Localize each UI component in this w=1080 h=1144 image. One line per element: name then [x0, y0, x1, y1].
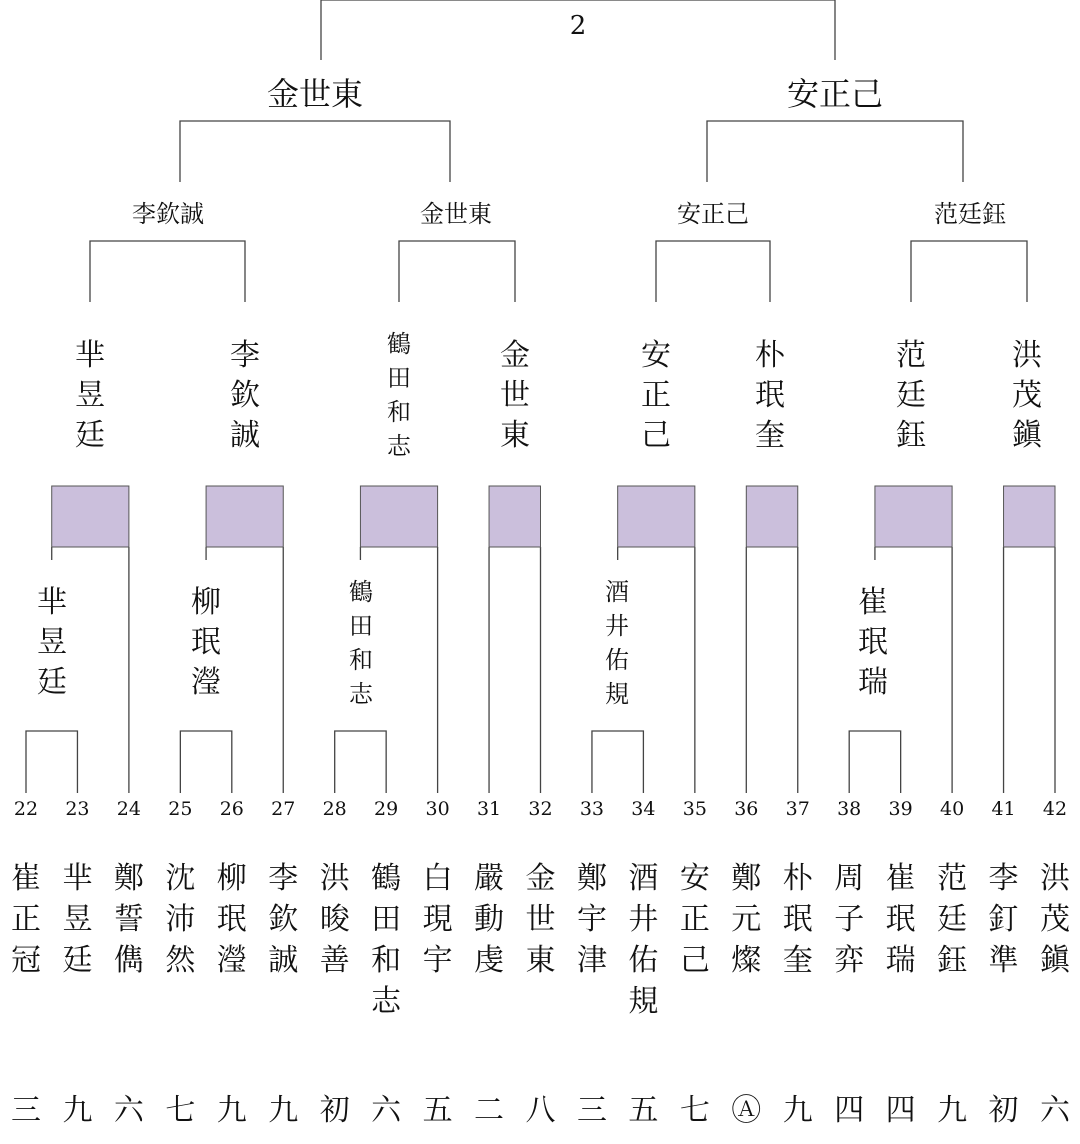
round2-winner-4-char: 佑: [605, 646, 629, 674]
player-name-char: 誓: [113, 902, 144, 937]
player-name: [11, 861, 41, 978]
seed-number: 27: [271, 798, 296, 820]
round2-winner-5-char: 珉: [858, 625, 888, 660]
seed-number: 24: [116, 798, 141, 820]
first-round-bracket: [335, 731, 386, 793]
round2-box: [875, 486, 952, 547]
player-name-char: 廷: [62, 943, 93, 978]
player-rank: 六: [1040, 1093, 1070, 1128]
player-name-char: 鄭: [731, 861, 762, 896]
player-name-char: 志: [371, 984, 402, 1019]
player-name-char: 范: [937, 861, 968, 896]
round2-box: [52, 486, 129, 547]
player-name: [628, 861, 658, 1019]
player-name-char: 虔: [474, 943, 505, 978]
round3-player-7: [896, 338, 926, 453]
round3-player-3-char: 志: [387, 432, 411, 460]
player-rank: 九: [216, 1093, 247, 1128]
round2-winner-1-char: 昱: [37, 625, 67, 660]
round3-player-5-char: 安: [641, 338, 671, 373]
round3-player-8-char: 茂: [1012, 378, 1042, 413]
player-rank: 六: [113, 1093, 144, 1128]
round3-player-4-char: 世: [500, 378, 530, 413]
player-name-char: 現: [422, 902, 453, 937]
round2-winner-3-char: 志: [349, 680, 373, 708]
player-name-char: 瑞: [885, 943, 916, 978]
quarter-winner-4: 范廷鈺: [934, 200, 1006, 228]
round3-player-1-char: 廷: [75, 418, 105, 453]
round2-box: [360, 486, 437, 547]
player-name-char: 善: [319, 943, 350, 978]
seed-number: 33: [579, 798, 605, 820]
player-name-char: 津: [576, 943, 607, 978]
round3-player-3-char: 和: [387, 398, 411, 426]
seed-number: 35: [682, 798, 707, 820]
player-name-char: 子: [834, 902, 865, 937]
player-name: [577, 861, 607, 978]
round3-player-8-char: 洪: [1012, 338, 1042, 373]
player-name-char: 酒: [628, 861, 659, 896]
round3-player-1-char: 昱: [75, 378, 105, 413]
player-name: [474, 861, 504, 978]
first-round-bracket: [849, 731, 900, 793]
player-name-char: 燦: [731, 943, 762, 978]
player-rank: 二: [474, 1093, 505, 1128]
player-name-char: 釘: [988, 902, 1019, 937]
seed-number: 32: [528, 798, 553, 820]
player-name-char: 瀅: [216, 943, 247, 978]
round3-player-8: [1012, 338, 1044, 453]
player-rank: 八: [525, 1093, 556, 1128]
player-name-char: 周: [834, 861, 865, 896]
player-name-char: 茂: [1040, 902, 1070, 937]
player-name-char: 昱: [62, 902, 93, 937]
player-name-char: 柳: [216, 861, 247, 896]
round2-winner-5-char: 瑞: [858, 665, 888, 700]
quarter-winner-1: 李欽誠: [132, 200, 204, 228]
seed-number: 34: [631, 798, 656, 820]
player-name: [680, 861, 710, 978]
player-name: [834, 861, 864, 978]
player-name-char: 珉: [216, 902, 247, 937]
quarter-winner-3: 安正己: [677, 200, 749, 228]
player-name: [114, 861, 144, 978]
round3-player-6-char: 朴: [755, 338, 785, 373]
player-name: [1040, 861, 1072, 978]
player-name-char: 鈺: [937, 943, 968, 978]
round3-player-7-char: 廷: [896, 378, 926, 413]
quarter-bracket-2: [399, 241, 515, 302]
round2-winner-4: [605, 578, 629, 708]
player-name-char: 嚴: [474, 861, 505, 896]
player-rank: 六: [371, 1093, 402, 1128]
round2-winner-4-char: 井: [605, 612, 629, 640]
round2-box: [206, 486, 283, 547]
player-name-char: 沈: [165, 861, 196, 896]
player-name-char: 宇: [576, 902, 607, 937]
player-rank: 七: [165, 1093, 196, 1128]
round3-player-3-char: 田: [387, 364, 411, 392]
seed-number: 23: [65, 798, 90, 820]
player-name: [165, 861, 196, 978]
player-name: [217, 861, 247, 978]
round3-player-5: [641, 338, 671, 453]
player-name-char: 廷: [937, 902, 968, 937]
player-name: [423, 861, 453, 978]
player-name-char: 正: [679, 902, 710, 937]
round3-player-1-char: 芈: [75, 338, 105, 373]
round2-winner-3: [349, 578, 374, 708]
player-name-char: 然: [165, 943, 196, 978]
player-name-char: 儁: [113, 943, 144, 978]
round3-player-2-char: 欽: [230, 378, 260, 413]
player-name-char: 鶴: [371, 861, 402, 896]
round3-player-3: [387, 330, 412, 460]
round2-winner-1: [37, 585, 67, 700]
player-name-char: 芈: [62, 861, 93, 896]
round2-winner-2-char: 瀅: [191, 665, 221, 700]
first-round-bracket: [26, 731, 77, 793]
player-rank: 九: [782, 1093, 813, 1128]
seed-number: 29: [374, 798, 399, 820]
player-name-char: 己: [679, 943, 710, 978]
player-rank: Ⓐ: [731, 1093, 762, 1128]
round3-player-4: [500, 338, 530, 453]
round3-player-7-char: 范: [896, 338, 926, 373]
player-name-char: 洪: [1040, 861, 1070, 896]
round2-winner-3-char: 鶴: [349, 578, 373, 606]
player-name-char: 珉: [885, 902, 916, 937]
seed-number: 26: [219, 798, 244, 820]
round2-winner-3-char: 和: [349, 646, 373, 674]
player-rank: 三: [576, 1093, 607, 1128]
player-name-char: 鄭: [113, 861, 144, 896]
player-rank: 五: [628, 1093, 659, 1128]
player-name-char: 李: [268, 861, 299, 896]
round3-player-2-char: 誠: [230, 418, 260, 453]
seed-number: 25: [168, 798, 193, 820]
seed-number: 38: [837, 798, 862, 820]
seed-numbers: [14, 798, 1067, 820]
player-name-char: 安: [679, 861, 710, 896]
semifinal-winner-right: 安正己: [786, 75, 884, 113]
player-name-char: 佑: [628, 943, 659, 978]
player-rank: 四: [885, 1093, 916, 1128]
player-name-char: 鄭: [576, 861, 607, 896]
seed-number: 31: [476, 798, 502, 820]
player-name: [989, 861, 1019, 978]
player-name: [886, 861, 916, 978]
player-name-char: 冠: [11, 943, 41, 978]
round2-winner-4-char: 酒: [605, 578, 629, 606]
round3-player-6-char: 奎: [755, 418, 785, 453]
bracket-boxes: [52, 486, 1055, 547]
player-name-char: 金: [525, 861, 556, 896]
player-name-char: 崔: [885, 861, 916, 896]
seed-number: 40: [940, 798, 965, 820]
player-name-char: 井: [628, 902, 659, 937]
player-name-char: 洪: [319, 861, 350, 896]
player-rank: 初: [319, 1093, 350, 1128]
seed-number: 30: [425, 798, 450, 820]
round3-player-2: [230, 338, 260, 453]
player-names: [11, 861, 1072, 1019]
round3-player-1: [75, 338, 105, 453]
seed-number: 22: [13, 798, 39, 820]
round2-winner-5: [858, 585, 888, 700]
player-rank: 四: [834, 1093, 865, 1128]
seed-number: 37: [785, 798, 810, 820]
round2-winner-5-char: 崔: [858, 585, 888, 620]
round2-winner-2: [191, 585, 221, 700]
round2-winner-3-char: 田: [349, 612, 373, 640]
round2-winner-1-char: 廷: [37, 665, 67, 700]
semifinal-bracket-right: [707, 121, 963, 182]
round3-player-5-char: 正: [641, 378, 671, 413]
round2-box: [746, 486, 797, 547]
player-name-char: 規: [628, 984, 659, 1019]
player-rank: 五: [422, 1093, 453, 1128]
round3-player-4-char: 金: [500, 338, 530, 373]
player-name: [320, 861, 351, 978]
quarter-bracket-4: [911, 241, 1027, 302]
round3-player-4-char: 東: [500, 418, 530, 453]
seed-number: 39: [888, 798, 913, 820]
player-rank: 三: [11, 1093, 41, 1128]
player-name: [62, 861, 92, 978]
player-name-char: 元: [731, 902, 762, 937]
player-name-char: 崔: [11, 861, 41, 896]
player-name: [268, 861, 298, 978]
round2-box: [618, 486, 695, 547]
round3-player-6: [755, 338, 786, 453]
seed-number: 36: [734, 798, 759, 820]
player-name-char: 珉: [782, 902, 813, 937]
round2-winner-1-char: 芈: [37, 585, 67, 620]
round2-box: [489, 486, 540, 547]
bracket-labels: [132, 11, 1006, 228]
semifinal-bracket-left: [180, 121, 450, 182]
player-rank: 九: [937, 1093, 968, 1128]
player-name-char: 沛: [165, 902, 196, 937]
seed-number: 42: [1042, 798, 1068, 820]
player-name-char: 準: [988, 943, 1019, 978]
round3-player-8-char: 鎭: [1012, 418, 1042, 453]
seed-number: 41: [991, 798, 1016, 820]
round3-player-2-char: 李: [230, 338, 260, 373]
player-name-char: 鎭: [1040, 943, 1070, 978]
player-name-char: 李: [988, 861, 1019, 896]
player-name-char: 宇: [422, 943, 453, 978]
round2-winner-4-char: 規: [605, 680, 629, 708]
player-name: [371, 861, 402, 1019]
player-name-char: 誠: [268, 943, 299, 978]
player-name-char: 朴: [782, 861, 813, 896]
player-ranks: [11, 1093, 1071, 1128]
round3-player-5-char: 己: [641, 418, 671, 453]
seed-number: 28: [322, 798, 347, 820]
round3-player-7-char: 鈺: [896, 418, 926, 453]
quarter-bracket-1: [90, 241, 245, 302]
player-name-char: 欽: [268, 902, 299, 937]
player-name-char: 正: [11, 902, 41, 937]
player-rank: 七: [679, 1093, 710, 1128]
player-name-char: 東: [525, 943, 556, 978]
player-name-char: 田: [371, 902, 402, 937]
round3-player-6-char: 珉: [755, 378, 785, 413]
player-name-char: 和: [371, 943, 402, 978]
quarter-winner-2: 金世東: [420, 200, 492, 228]
player-name: [526, 861, 556, 978]
player-rank: 九: [268, 1093, 299, 1128]
first-round-bracket: [592, 731, 643, 793]
player-name: [937, 861, 967, 978]
player-name-char: 晙: [319, 902, 350, 937]
round2-box: [1004, 486, 1055, 547]
round2-winner-2-char: 珉: [191, 625, 221, 660]
player-name: [731, 861, 761, 978]
player-name-char: 奎: [782, 943, 813, 978]
player-name-char: 弈: [834, 943, 865, 978]
player-name: [783, 861, 814, 978]
player-name-char: 白: [422, 861, 453, 896]
player-name-char: 世: [525, 902, 556, 937]
round2-winner-2-char: 柳: [191, 585, 221, 620]
final-score: 2: [569, 11, 587, 41]
first-round-bracket: [180, 731, 231, 793]
player-rank: 初: [988, 1093, 1019, 1128]
round3-player-3-char: 鶴: [387, 330, 411, 358]
quarter-bracket-3: [656, 241, 770, 302]
player-rank: 九: [62, 1093, 93, 1128]
semifinal-winner-left: 金世東: [266, 75, 364, 113]
player-name-char: 動: [474, 902, 505, 937]
